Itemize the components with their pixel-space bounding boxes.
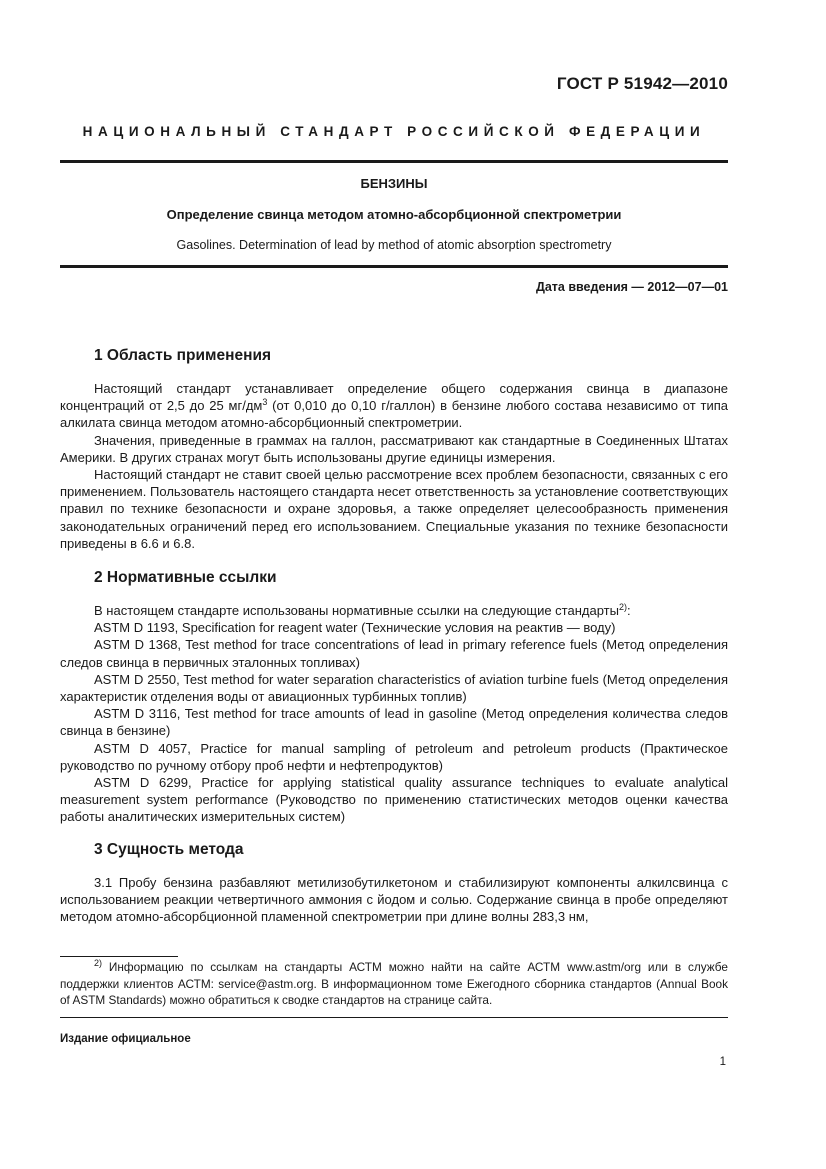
section-2-heading: 2 Нормативные ссылки: [94, 569, 277, 586]
section-1-body: [60, 380, 728, 552]
title-rule: [60, 265, 728, 268]
section-2-intro: В настоящем стандарте использованы нормативные ссылки на следующие стандарты$^{2)}$:: [94, 602, 631, 618]
section-3-body: [60, 874, 728, 926]
reference-item: ASTM D 1368, Test method for trace concentrations of lead in primary reference fuels (Метод определения следов свинца в первичных эталонных топливах): [60, 637, 728, 670]
section-1-paragraph-2: Значения, приведенные в граммах на галлон, рассматривают как стандартные в Соединенных Штатах Америки. В других странах могут быть использованы другие единицы измерения.: [60, 432, 728, 465]
footnote-text: Информацию по ссылкам на стандарты АСТМ можно найти на сайте АСТМ www.astm/org или в службе поддержки клиентов АСТМ: service@astm.org. В информационном томе Ежегодного сборника стандартов (Annual Book of ASTM Standards) можно обратиться к сводке стандартов на странице сайта.: [60, 960, 728, 1007]
standard-title: БЕНЗИНЫ: [360, 176, 428, 191]
section-3-heading: 3 Сущность метода: [94, 841, 244, 858]
footer-rule: [60, 1017, 728, 1018]
header-rule: [60, 160, 728, 163]
reference-item: ASTM D 1193, Specification for reagent water (Технические условия на реактив — воду): [94, 620, 616, 636]
footnote-mark: 2): [94, 958, 103, 968]
introduction-date: Дата введения — 2012—07—01: [535, 280, 728, 294]
standard-subtitle: Определение свинца методом атомно-абсорбционной спектрометрии: [166, 207, 622, 222]
reference-item: ASTM D 2550, Test method for water separation characteristics of aviation turbine fuels (Метод определения характеристик отделения воды от авиационных турбинных топлив): [60, 671, 728, 705]
section-1-heading: 1 Область применения: [94, 347, 272, 364]
footnote: [60, 959, 728, 1009]
standard-title-english: Gasolines. Determination of lead by method of atomic absorption spectrometry: [176, 238, 612, 252]
section-1-paragraph-1: Настоящий стандарт устанавливает определение общего содержания свинца в диапазоне концентраций от 2,5 до 25 $мг/дм^3$ (от 0,010 до 0,10 г/галлон) в бензине любого состава независимо от типа алкилата свинца методом атомно-абсорбционный спектрометрии.: [60, 381, 728, 431]
national-standard-heading: НАЦИОНАЛЬНЫЙ СТАНДАРТ РОССИЙСКОЙ ФЕДЕРАЦИИ: [82, 124, 706, 139]
section-3-paragraph-1: 3.1 Пробу бензина разбавляют метилизобутилкетоном и стабилизируют компоненты алкилсвинца с использованием реакции четвертичного аммония с йодом и солью. Содержание свинца в пробе определяют методом атомно-абсорбционной пламенной спектрометрии при длине волны 283,3 нм,: [60, 875, 728, 925]
edition-label: Издание официальное: [60, 1033, 191, 1045]
footnote-reference: 2): [618, 602, 627, 612]
footnote-separator: [60, 956, 178, 957]
reference-item: ASTM D 4057, Practice for manual sampling of petroleum and petroleum products (Практическое руководство по ручному отбору проб нефти и нефтепродуктов): [60, 740, 728, 773]
reference-item: ASTM D 3116, Test method for trace amounts of lead in gasoline (Метод определения количества следов свинца в бензине): [60, 706, 728, 739]
page-number: 1: [719, 1056, 726, 1068]
section-1-paragraph-3: Настоящий стандарт не ставит своей целью рассмотрение всех проблем безопасности, связанных с его применением. Пользователь настоящего стандарта несет ответственность за установление соответствующих правил по технике безопасности и охране здоровья, а также определяет целесообразность применения законодательных ограничений перед его использованием. Специальные указания по технике безопасности приведены в 6.6 и 6.8.: [60, 467, 728, 551]
reference-item: ASTM D 6299, Practice for applying statistical quality assurance techniques to evaluate analytical measurement system performance (Руководство по применению статистических методов оценки качества работы аналитических измерительных систем): [60, 775, 728, 825]
section-2-body: [60, 602, 728, 826]
document-code: ГОСТ Р 51942—2010: [556, 74, 728, 93]
